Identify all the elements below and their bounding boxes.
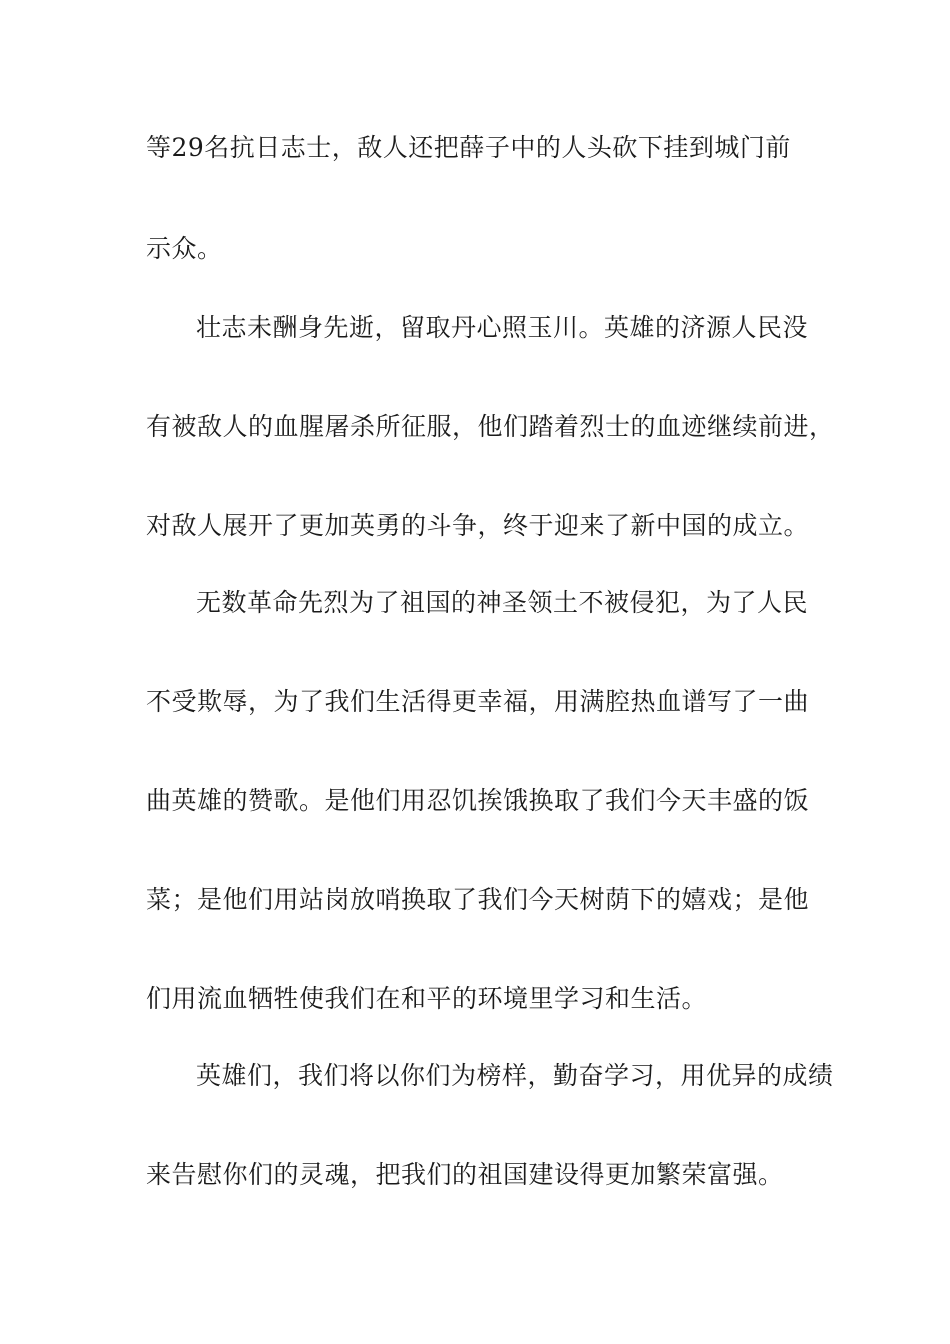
text-line: 有被敌人的血腥屠杀所征服，他们踏着烈士的血迹继续前进， xyxy=(146,412,835,441)
text-line: 来告慰你们的灵魂，把我们的祖国建设得更加繁荣富强。 xyxy=(146,1160,784,1189)
paragraph-start-line: 无数革命先烈为了祖国的神圣领土不被侵犯，为了人民 xyxy=(196,588,809,617)
text-line: 菜；是他们用站岗放哨换取了我们今天树荫下的嬉戏；是他 xyxy=(146,885,810,914)
paragraph-start-line: 壮志未酬身先逝，留取丹心照玉川。英雄的济源人民没 xyxy=(196,313,809,342)
text-line: 们用流血牺牲使我们在和平的环境里学习和生活。 xyxy=(146,984,708,1013)
text-line: 不受欺辱，为了我们生活得更幸福，用满腔热血谱写了一曲 xyxy=(146,687,810,716)
text-line: 对敌人展开了更加英勇的斗争，终于迎来了新中国的成立。 xyxy=(146,511,810,540)
paragraph-start-line: 英雄们，我们将以你们为榜样，勤奋学习，用优异的成绩 xyxy=(196,1061,834,1090)
text-line: 曲英雄的赞歌。是他们用忍饥挨饿换取了我们今天丰盛的饭 xyxy=(146,786,810,815)
text-line: 等29名抗日志士，敌人还把薛子中的人头砍下挂到城门前 xyxy=(146,133,791,162)
text-line: 示众。 xyxy=(146,234,223,263)
